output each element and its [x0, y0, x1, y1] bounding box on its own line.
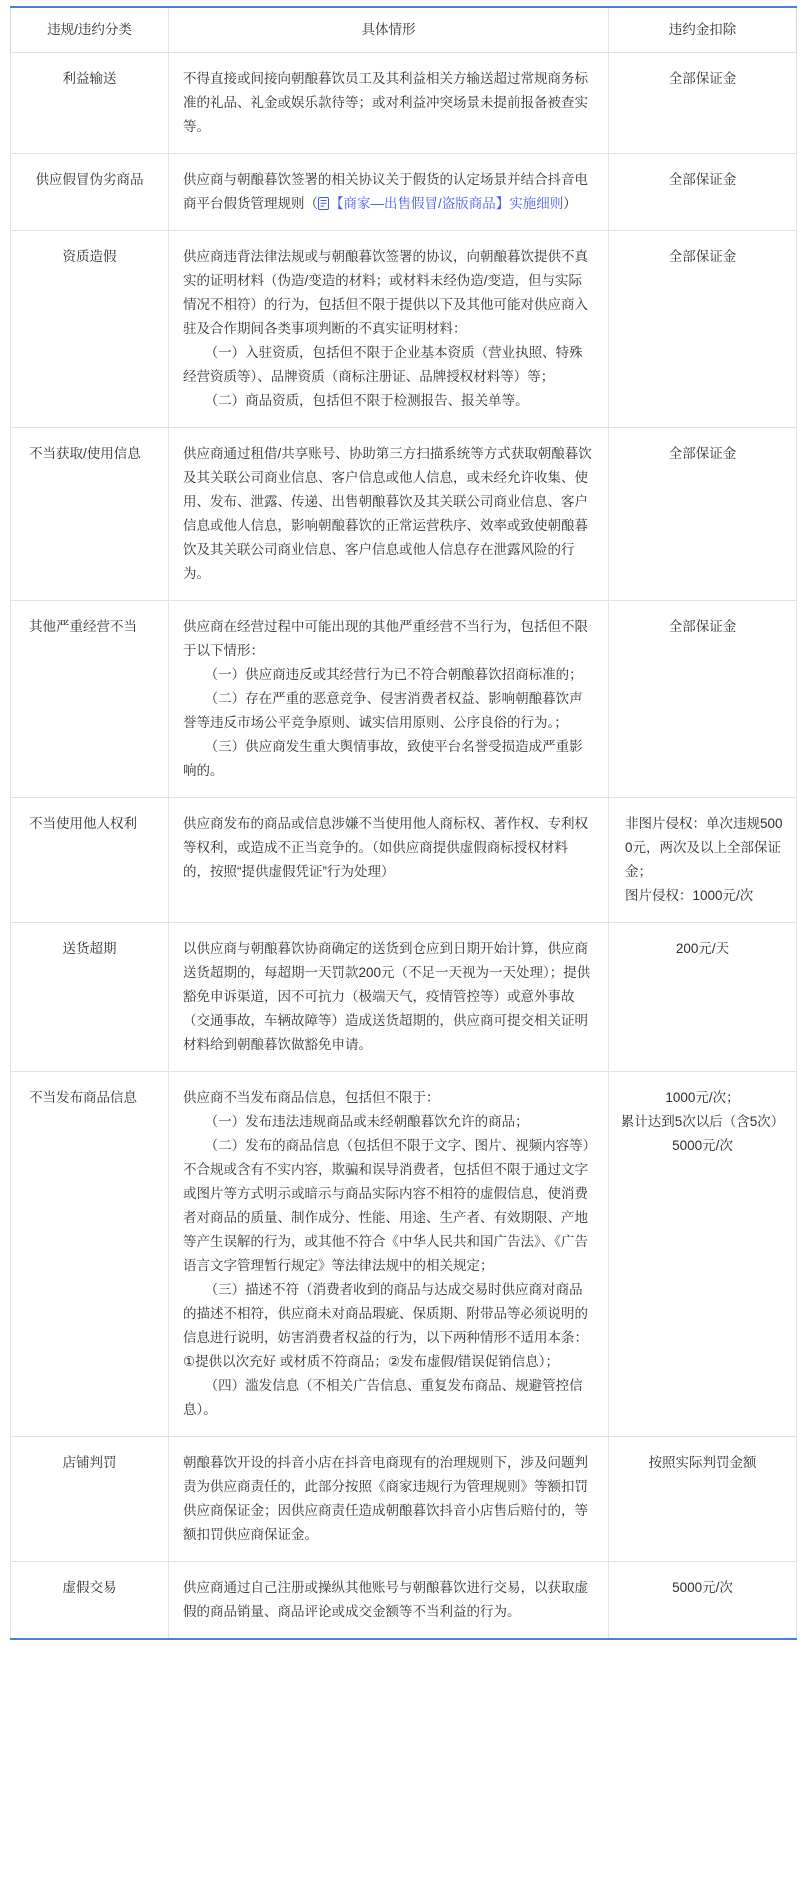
detail-paragraph: [183, 168, 594, 216]
detail-paragraph: 朝酿暮饮开设的抖音小店在抖音电商现有的治理规则下，涉及问题判责为供应商责任的，此部分按照《商家违规行为管理规则》等额扣罚供应商保证金；因供应商责任造成朝酿暮饮抖音小店售后赔付的，等额扣罚供应商保证金。: [183, 1455, 588, 1542]
penalty-line: 图片侵权：1000元/次: [625, 888, 754, 903]
column-header-detail: 具体情形: [169, 7, 609, 53]
rule-detail-link[interactable]: 【商家—出售假冒/盗版商品】实施细则: [330, 196, 564, 211]
row-detail: [169, 53, 609, 154]
detail-text-suffix: ）: [563, 196, 577, 211]
table-row: [11, 154, 797, 231]
row-category: 供应假冒伪劣商品: [11, 154, 169, 231]
row-detail: [169, 1437, 609, 1562]
row-detail: [169, 154, 609, 231]
column-header-category: 违规/违约分类: [11, 7, 169, 53]
row-penalty: 全部保证金: [609, 154, 797, 231]
row-penalty: 5000元/次: [609, 1562, 797, 1640]
detail-item: （一）入驻资质，包括但不限于企业基本资质（营业执照、特殊经营资质等）、品牌资质（商标注册证、品牌授权材料等）等；: [183, 345, 583, 384]
row-penalty: [609, 798, 797, 923]
row-category: 店铺判罚: [11, 1437, 169, 1562]
row-category: 虚假交易: [11, 1562, 169, 1640]
row-category: 送货超期: [11, 923, 169, 1072]
detail-paragraph: 不得直接或间接向朝酿暮饮员工及其利益相关方输送超过常规商务标准的礼品、礼金或娱乐款待等；或对利益冲突场景未提前报备被查实等。: [183, 71, 588, 134]
row-penalty: 全部保证金: [609, 428, 797, 601]
row-penalty: 全部保证金: [609, 601, 797, 798]
row-category: 其他严重经营不当: [11, 601, 169, 798]
penalty-line: 1000元/次；: [665, 1090, 740, 1105]
row-detail: [169, 1562, 609, 1640]
violation-rules-table: [10, 6, 797, 1640]
row-category: 不当发布商品信息: [11, 1072, 169, 1437]
row-detail: [169, 231, 609, 428]
detail-item: （二）商品资质，包括但不限于检测报告、报关单等。: [204, 393, 529, 408]
detail-item: （三）供应商发生重大舆情事故，致使平台名誉受损造成严重影响的。: [183, 739, 583, 778]
table-row: [11, 601, 797, 798]
row-category: 资质造假: [11, 231, 169, 428]
detail-item: （一）供应商违反或其经营行为已不符合朝酿暮饮招商标准的；: [204, 667, 583, 682]
row-category: 不当使用他人权利: [11, 798, 169, 923]
column-header-penalty: 违约金扣除: [609, 7, 797, 53]
detail-paragraph: 供应商在经营过程中可能出现的其他严重经营不当行为，包括但不限于以下情形：: [183, 619, 588, 658]
penalty-line: 非图片侵权：单次违规5000元，两次及以上全部保证金；: [625, 816, 783, 879]
row-detail: [169, 428, 609, 601]
table-row: [11, 1437, 797, 1562]
row-category: 利益输送: [11, 53, 169, 154]
penalty-line: 累计达到5次以后（含5次）5000元/次: [620, 1114, 785, 1153]
detail-item: （二）发布的商品信息（包括但不限于文字、图片、视频内容等）不合规或含有不实内容，欺骗和误导消费者，包括但不限于通过文字或图片等方式明示或暗示与商品实际内容不相符的虚假信息，使消费者对商品的质量、制作成分、性能、用途、生产者、有效期限、产地等产生误解的行为，或其他不符合《中华人民共和国广告法》、《广告语言文字管理暂行规定》等法律法规中的相关规定；: [183, 1138, 590, 1273]
detail-paragraph: 供应商违背法律法规或与朝酿暮饮签署的协议，向朝酿暮饮提供不真实的证明材料（伪造/变造的材料；或材料未经伪造/变造，但与实际情况不相符）的行为，包括但不限于提供以下及其他可能对供应商入驻及合作期间各类事项判断的不真实证明材料：: [183, 249, 588, 336]
table-row: [11, 923, 797, 1072]
row-detail: [169, 601, 609, 798]
row-detail: [169, 923, 609, 1072]
table-row: [11, 53, 797, 154]
row-penalty: 全部保证金: [609, 53, 797, 154]
row-detail: [169, 1072, 609, 1437]
table-row: [11, 798, 797, 923]
detail-item: （一）发布违法违规商品或未经朝酿暮饮允许的商品；: [204, 1114, 529, 1129]
table-body: [11, 53, 797, 1640]
detail-item: （二）存在严重的恶意竞争、侵害消费者权益、影响朝酿暮饮声誉等违反市场公平竞争原则、诚实信用原则、公序良俗的行为。；: [183, 691, 583, 730]
document-icon: [318, 197, 329, 210]
table-row: [11, 1562, 797, 1640]
detail-paragraph: 供应商通过自己注册或操纵其他账号与朝酿暮饮进行交易，以获取虚假的商品销量、商品评论或成交金额等不当利益的行为。: [183, 1580, 588, 1619]
row-penalty: 200元/天: [609, 923, 797, 1072]
detail-paragraph: 供应商发布的商品或信息涉嫌不当使用他人商标权、著作权、专利权等权利，或造成不正当竞争的。（如供应商提供虚假商标授权材料的，按照“提供虚假凭证”行为处理）: [183, 816, 588, 879]
row-penalty: 按照实际判罚金额: [609, 1437, 797, 1562]
table-row: [11, 428, 797, 601]
row-penalty: 全部保证金: [609, 231, 797, 428]
detail-paragraph: 供应商不当发布商品信息，包括但不限于：: [183, 1090, 440, 1105]
detail-paragraph: 以供应商与朝酿暮饮协商确定的送货到仓应到日期开始计算，供应商送货超期的，每超期一天罚款200元（不足一天视为一天处理）；提供豁免申诉渠道，因不可抗力（极端天气，疫情管控等）或意外事故（交通事故，车辆故障等）造成送货超期的，供应商可提交相关证明材料给到朝酿暮饮做豁免申请。: [183, 941, 591, 1052]
detail-paragraph: 供应商通过租借/共享账号、协助第三方扫描系统等方式获取朝酿暮饮及其关联公司商业信息、客户信息或他人信息，或未经允许收集、使用、发布、泄露、传递、出售朝酿暮饮及其关联公司商业信息、客户信息或他人信息，影响朝酿暮饮的正常运营秩序、效率或致使朝酿暮饮及其关联公司商业信息、客户信息或他人信息存在泄露风险的行为。: [183, 446, 592, 581]
row-detail: [169, 798, 609, 923]
detail-text-prefix: 供应商与朝酿暮饮签署的相关协议关于假货的认定场景并结合抖音电商平台假货管理规则（: [183, 172, 588, 211]
detail-item: （三）描述不符（消费者收到的商品与达成交易时供应商对商品的描述不相符，供应商未对商品瑕疵、保质期、附带品等必须说明的信息进行说明，妨害消费者权益的行为，以下两种情形不适用本条：①提供以次充好 或材质不符商品；②发布虚假/错误促销信息）；: [183, 1282, 588, 1369]
table-row: [11, 1072, 797, 1437]
row-penalty: [609, 1072, 797, 1437]
table-header: [11, 7, 797, 53]
table-header-row: [11, 7, 797, 53]
table-row: [11, 231, 797, 428]
row-category: 不当获取/使用信息: [11, 428, 169, 601]
detail-item: （四）滥发信息（不相关广告信息、重复发布商品、规避管控信息）。: [183, 1378, 583, 1417]
